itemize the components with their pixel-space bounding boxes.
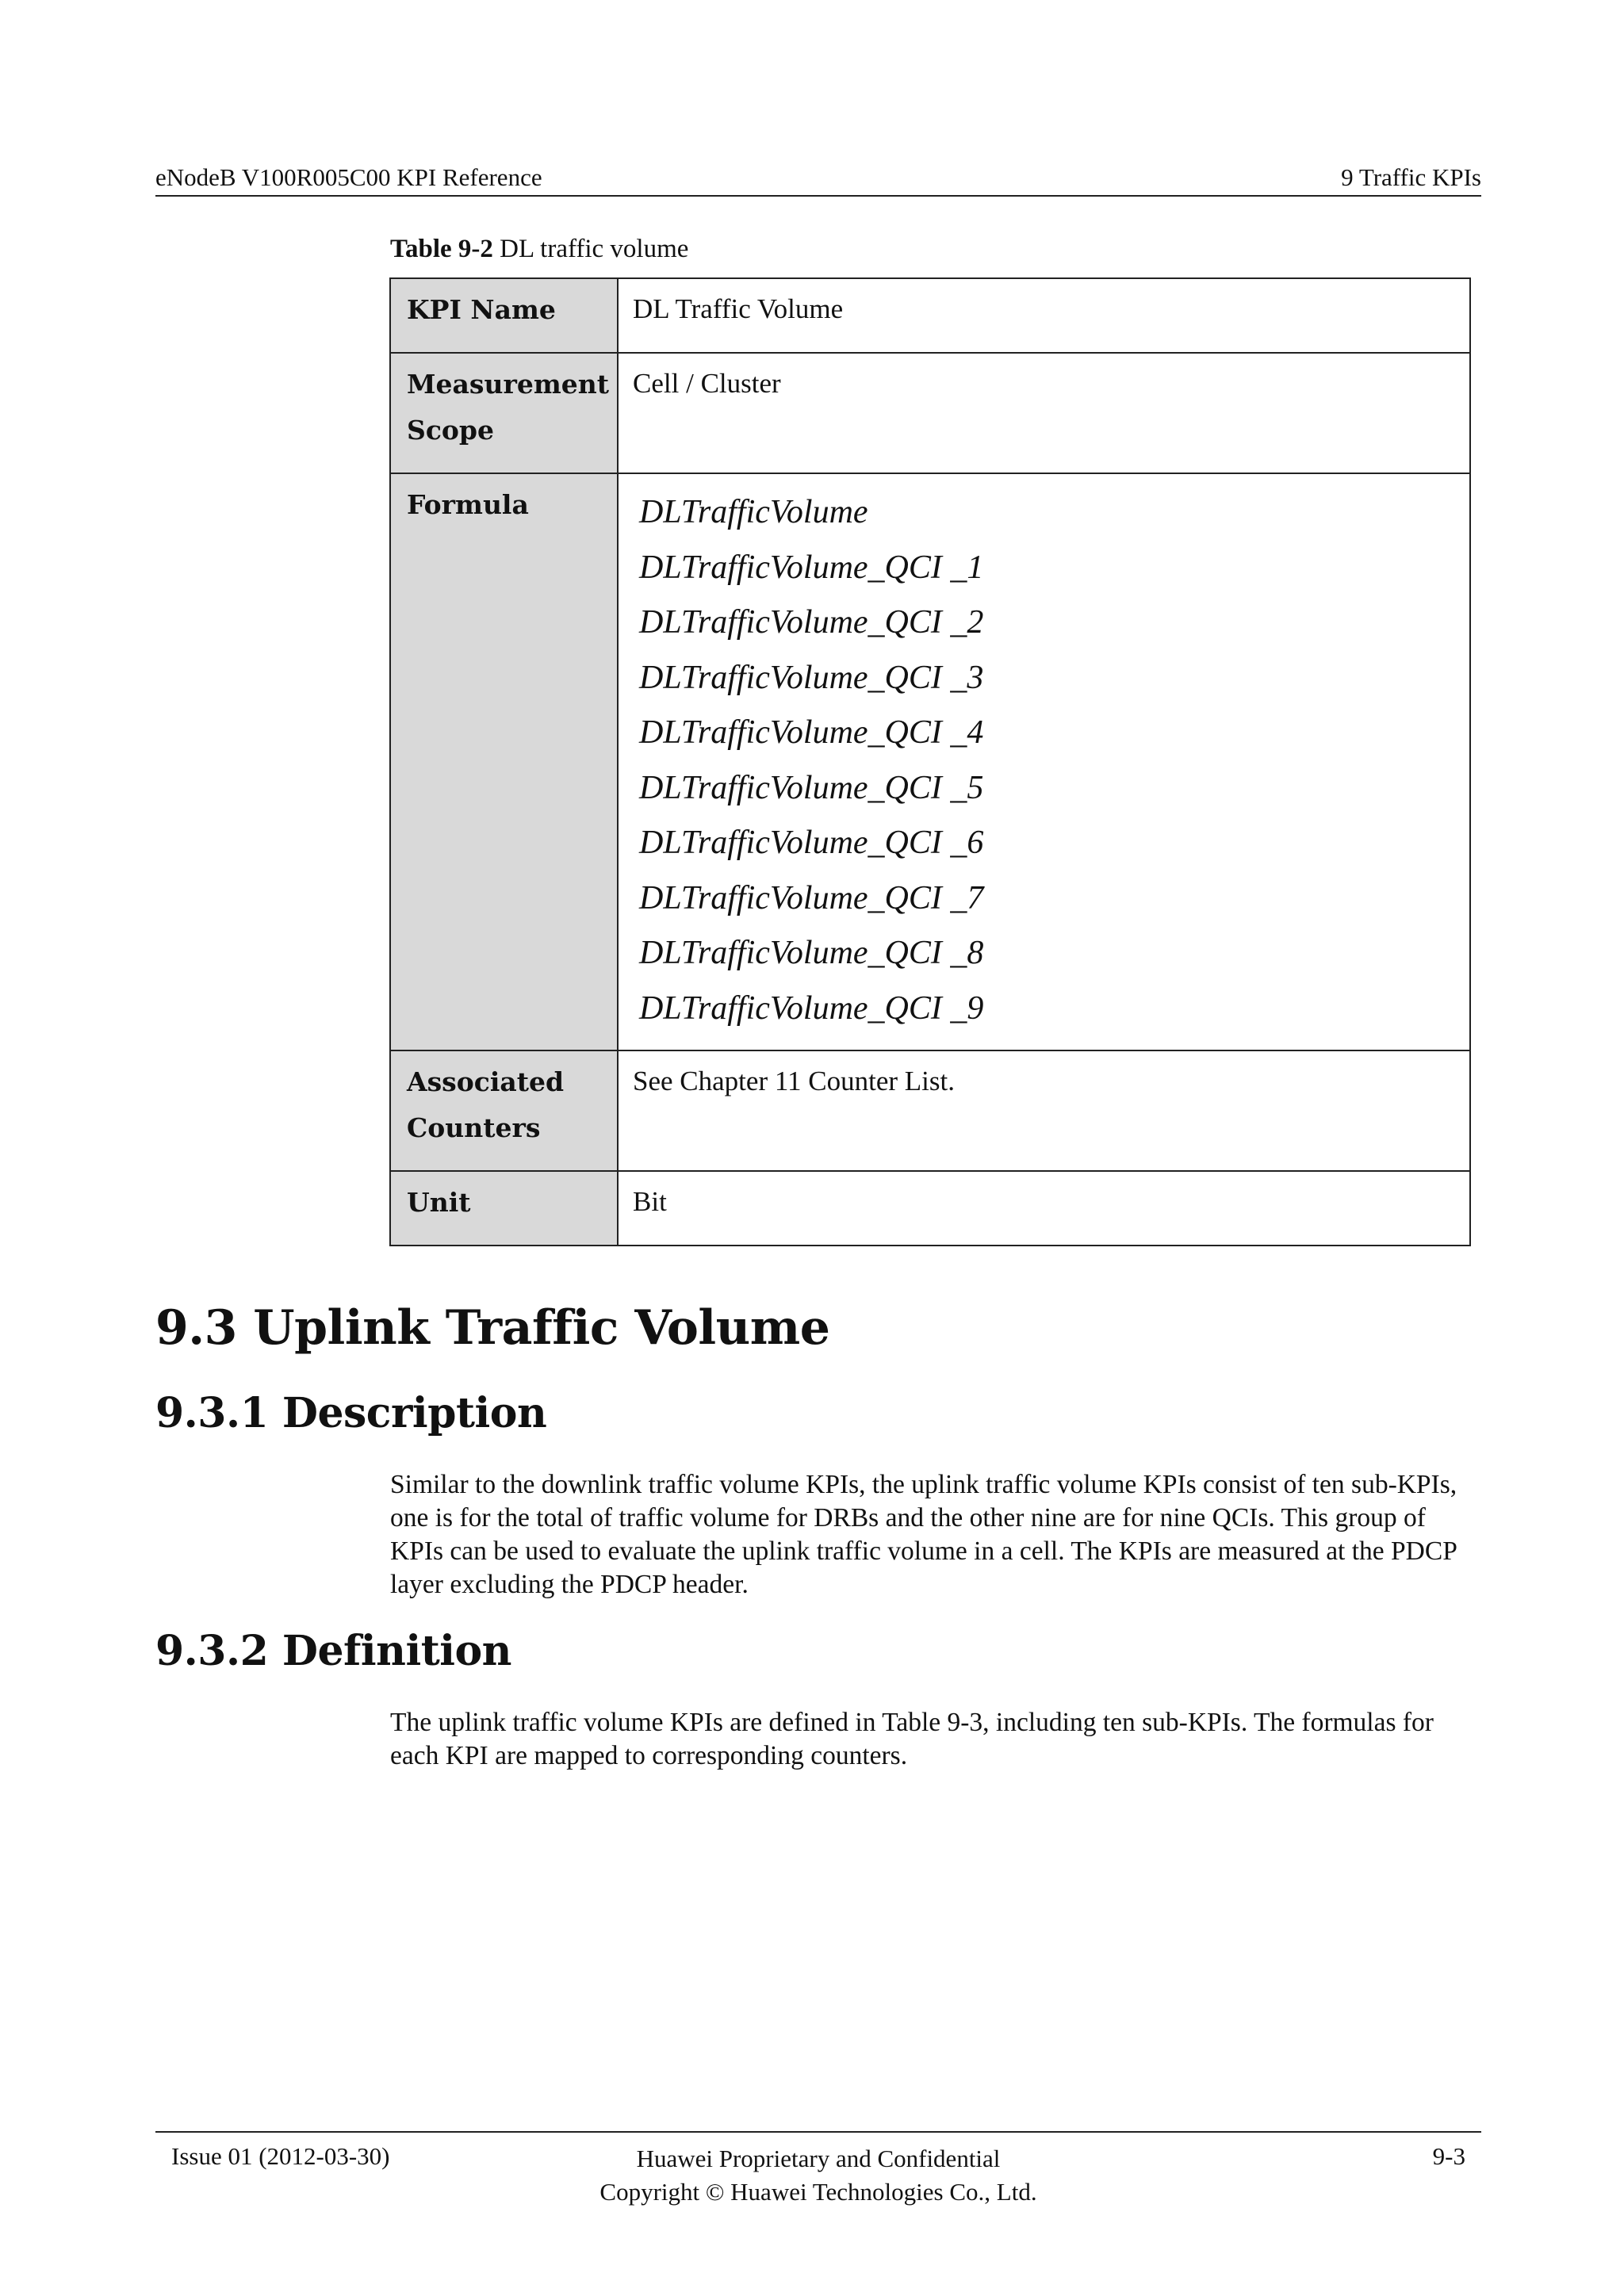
formula-line: DLTrafficVolume_QCI _2 [639, 604, 984, 641]
document-title: eNodeB V100R005C00 KPI Reference [155, 163, 542, 191]
counters-value: See Chapter 11 Counter List. [618, 1050, 1470, 1171]
description-paragraph: Similar to the downlink traffic volume KPIs, the uplink traffic volume KPIs consist of ten sub-KPIs, one is for the total of traffic volume for DRBs and the other nine are for nine QCIs. This group of KPIs can be used to evaluate the uplink traffic volume in a cell. The KPIs are measured at the PDCP layer excluding the PDCP header. [390, 1470, 1457, 1599]
issue-date: Issue 01 (2012-03-30) [171, 2142, 390, 2170]
definition-paragraph: The uplink traffic volume KPIs are defined in Table 9-3, including ten sub-KPIs. The formulas for each KPI are mapped to corresponding counters. [390, 1708, 1434, 1770]
page-footer [155, 2131, 1481, 2220]
formula-line: DLTrafficVolume_QCI _3 [639, 659, 984, 696]
unit-label: Unit [390, 1171, 618, 1246]
formula-value [618, 473, 1470, 1050]
formula-line: DLTrafficVolume_QCI _1 [639, 549, 984, 586]
formula-line: DLTrafficVolume_QCI _5 [639, 769, 984, 806]
unit-value: Bit [618, 1171, 1470, 1246]
formula-line: DLTrafficVolume_QCI _6 [639, 825, 984, 861]
chapter-title: 9 Traffic KPIs [1341, 163, 1481, 191]
table-caption-text: DL traffic volume [492, 235, 689, 263]
footer-center [155, 2142, 1481, 2209]
formula-line: DLTrafficVolume_QCI _9 [639, 989, 984, 1027]
description-heading: 9.3.1 Description [155, 1389, 547, 1437]
table-row-formula [390, 473, 1470, 1050]
copyright-notice: Copyright © Huawei Technologies Co., Ltd. [599, 2178, 1037, 2206]
table-caption [390, 235, 688, 264]
table-row-kpi-name [390, 278, 1470, 353]
table-row-associated-counters [390, 1050, 1470, 1171]
proprietary-notice: Huawei Proprietary and Confidential [636, 2145, 1001, 2172]
kpi-name-value: DL Traffic Volume [618, 278, 1470, 353]
formula-line: DLTrafficVolume [639, 494, 868, 530]
scope-value: Cell / Cluster [618, 353, 1470, 473]
definition-heading: 9.3.2 Definition [155, 1627, 511, 1675]
formula-list [633, 484, 1455, 1036]
page-number: 9-3 [1432, 2142, 1465, 2170]
formula-label: Formula [390, 473, 618, 1050]
formula-line: DLTrafficVolume_QCI _8 [639, 935, 984, 971]
table-row-unit [390, 1171, 1470, 1246]
kpi-name-label: KPI Name [390, 278, 618, 353]
table-row-scope [390, 353, 1470, 473]
table-caption-label: Table 9-2 [390, 235, 493, 263]
section-heading: 9.3 Uplink Traffic Volume [155, 1300, 830, 1356]
formula-line: DLTrafficVolume_QCI _4 [639, 714, 984, 751]
formula-line: DLTrafficVolume_QCI _7 [639, 879, 984, 916]
page-header [155, 163, 1481, 197]
scope-label: Measurement Scope [390, 353, 618, 473]
kpi-table [389, 277, 1471, 1246]
counters-label: Associated Counters [390, 1050, 618, 1171]
